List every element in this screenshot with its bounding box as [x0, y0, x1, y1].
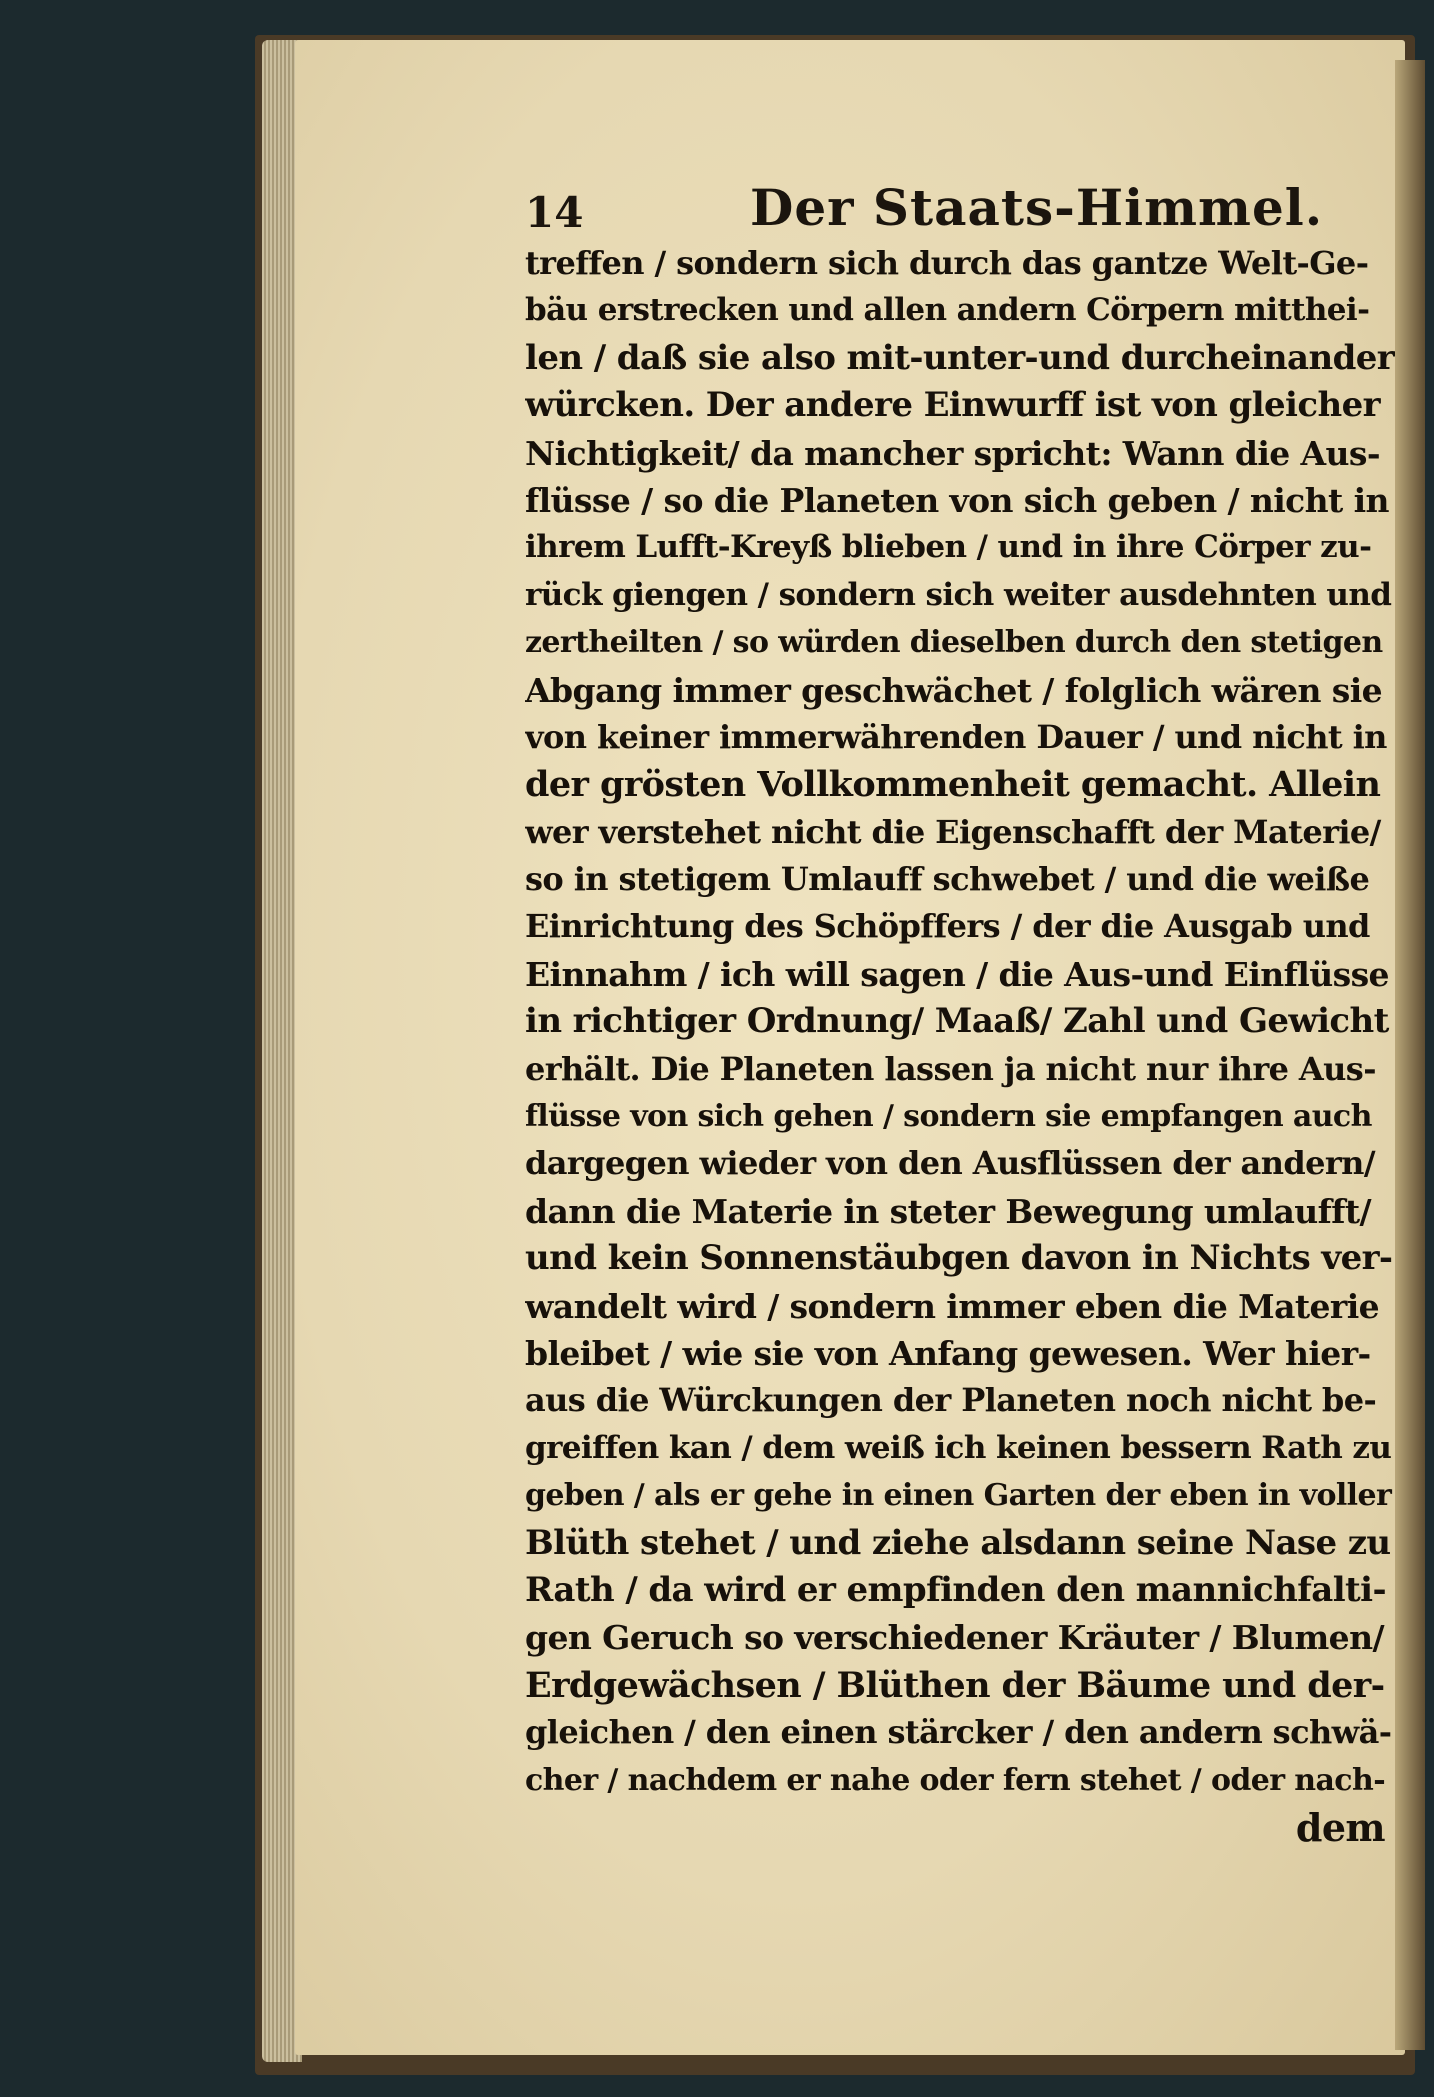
text-line: der grösten Vollkommenheit gemacht. Allein: [525, 764, 1381, 806]
text-line: greiffen kan / dem weiß ich keinen bessern Rath zu: [525, 1429, 1392, 1466]
text-line: len / daß sie also mit-unter-und durcheinander: [525, 337, 1395, 378]
text-line: Abgang immer geschwächet / folglich wären sie: [525, 670, 1383, 710]
text-line: bleibet / wie sie von Anfang gewesen. Wer hier-: [525, 1333, 1371, 1373]
text-line: in richtiger Ordnung/ Maaß/ Zahl und Gewicht: [525, 1001, 1389, 1042]
text-line: Erdgewächsen / Blüthen der Bäume und der-: [525, 1664, 1385, 1706]
text-line: dargegen wieder von den Ausflüssen der andern/: [525, 1144, 1375, 1183]
text-line: erhält. Die Planeten lassen ja nicht nur ihre Aus-: [525, 1049, 1376, 1088]
text-line: Nichtigkeit/ da mancher spricht: Wann die Aus-: [525, 433, 1381, 473]
text-line: Rath / da wird er empfinden den mannichfalti-: [525, 1569, 1386, 1610]
text-line: gleichen / den einen stärcker / den andern schwä-: [525, 1713, 1392, 1752]
text-line: und kein Sonnenstäubgen davon in Nichts ver-: [525, 1238, 1393, 1279]
text-line: bäu erstrecken und allen andern Cörpern mitthei-: [525, 292, 1370, 329]
text-line: von keiner immerwährenden Dauer / und nicht in: [525, 717, 1387, 756]
text-line: ihrem Lufft-Kreyß blieben / und in ihre Cörper zu-: [525, 529, 1372, 566]
text-line: rück giengen / sondern sich weiter ausdehnten und: [525, 576, 1392, 613]
text-line: geben / als er gehe in einen Garten der eben in voller: [525, 1478, 1392, 1514]
catchword: dem: [1295, 1804, 1385, 1850]
text-line: zertheilten / so würden dieselben durch den stetigen: [525, 625, 1383, 661]
text-line: wer verstehet nicht die Eigenschafft der Materie/: [525, 812, 1381, 851]
page-gutter: [1395, 60, 1425, 2050]
text-line: cher / nachdem er nahe oder fern stehet / oder nach-: [525, 1762, 1386, 1798]
running-title: Der Staats-Himmel.: [750, 178, 1324, 237]
text-line: Einnahm / ich will sagen / die Aus-und Einflüsse: [525, 954, 1389, 994]
text-line: dann die Materie in steter Bewegung umlaufft/: [525, 1191, 1371, 1231]
text-line: treffen / sondern sich durch das gantze Welt-Ge-: [525, 244, 1369, 282]
text-line: wandelt wird / sondern immer eben die Materie: [525, 1286, 1380, 1326]
text-block: [525, 240, 1395, 1851]
text-line: aus die Würckungen der Planeten noch nicht be-: [525, 1381, 1377, 1420]
text-line: so in stetigem Umlauff schwebet / und die weiße: [525, 860, 1370, 899]
page-number: 14: [525, 188, 584, 237]
text-line: Einrichtung des Schöpffers / der die Ausgab und: [525, 907, 1370, 946]
text-line: Blüth stehet / und ziehe alsdann seine Nase zu: [525, 1522, 1391, 1563]
text-line: flüsse / so die Planeten von sich geben / nicht in: [525, 480, 1389, 520]
text-line: würcken. Der andere Einwurff ist von gleicher: [525, 385, 1380, 426]
text-line: gen Geruch so verschiedener Kräuter / Blumen/: [525, 1618, 1384, 1658]
running-head: [525, 178, 1405, 237]
text-line: flüsse von sich gehen / sondern sie empfangen auch: [525, 1099, 1372, 1135]
